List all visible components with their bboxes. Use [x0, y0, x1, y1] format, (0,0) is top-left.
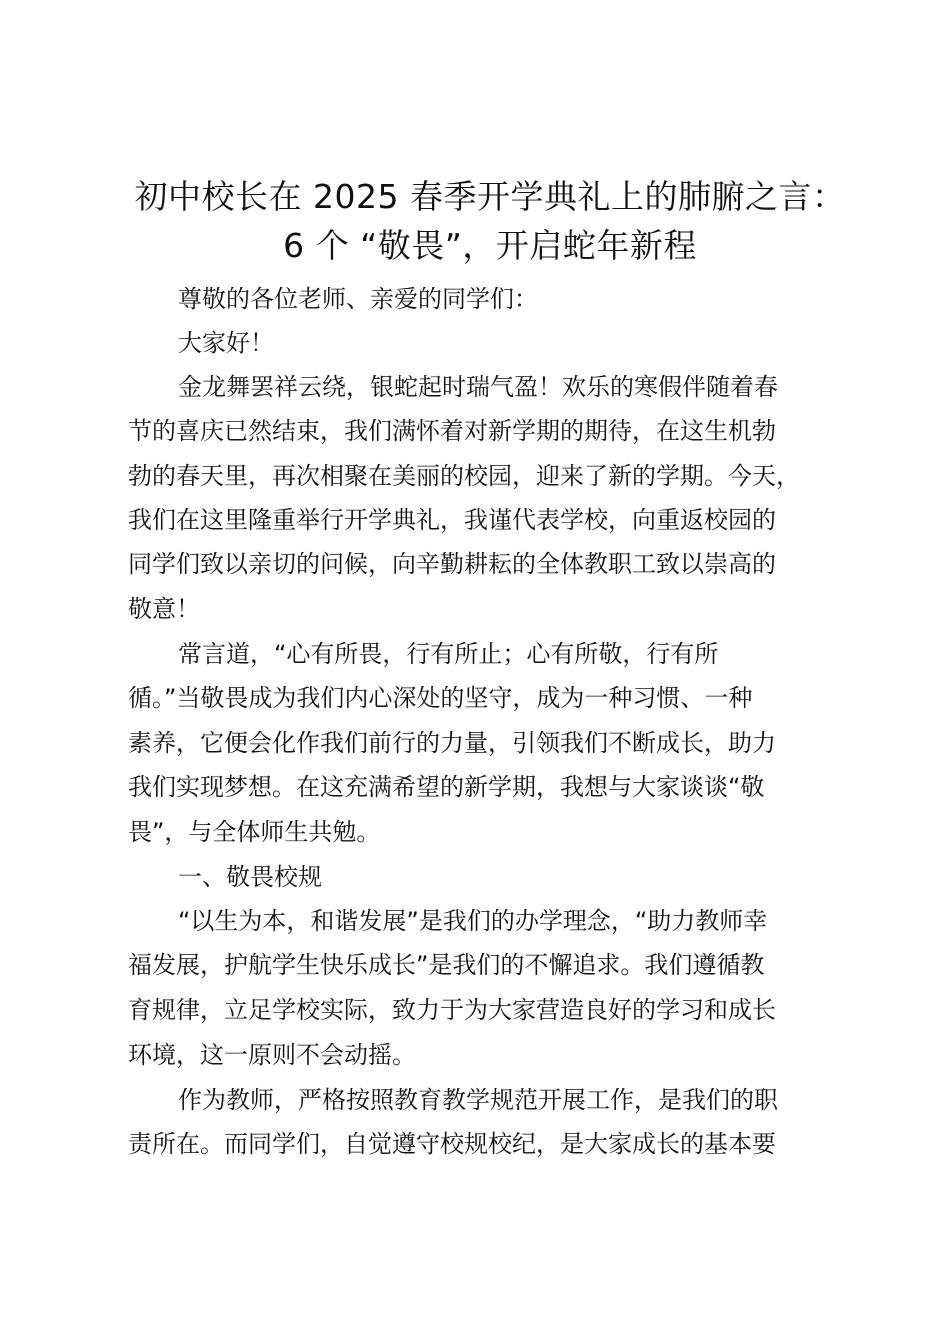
body-line: 金龙舞罢祥云绕，银蛇起时瑞气盈！欢乐的寒假伴随着春 [178, 373, 778, 401]
section-heading: 一、敬畏校规 [178, 863, 322, 891]
body-line: 育规律，立足学校实际，致力于为大家营造良好的学习和成长 [128, 996, 776, 1024]
document-title-line-1: 初中校长在 2025 春季开学典礼上的肺腑之言： [134, 177, 846, 216]
body-line: 福发展，护航学生快乐成长”是我们的不懈追求。我们遵循教 [128, 951, 765, 979]
body-line: 循。”当敬畏成为我们内心深处的坚守，成为一种习惯、一种 [128, 684, 753, 712]
body-line: 环境，这一原则不会动摇。 [128, 1041, 416, 1069]
salutation: 尊敬的各位老师、亲爱的同学们： [178, 285, 538, 313]
body-line: 素养，它便会化作我们前行的力量，引领我们不断成长，助力 [128, 729, 776, 757]
body-line: 作为教师，严格按照教育教学规范开展工作，是我们的职 [178, 1086, 778, 1114]
document-title-line-2: 6 个 “敬畏”，开启蛇年新程 [283, 226, 697, 265]
body-line: 畏”，与全体师生共勉。 [128, 818, 381, 846]
body-line: 敬意！ [128, 595, 200, 623]
body-line: 勃的春天里，再次相聚在美丽的校园，迎来了新的学期。今天， [128, 462, 800, 490]
body-line: “以生为本，和谐发展”是我们的办学理念，“助力教师幸 [178, 907, 768, 935]
greeting: 大家好！ [178, 329, 274, 357]
body-line: 常言道，“心有所畏，行有所止；心有所敬，行有所 [178, 640, 719, 668]
body-line: 同学们致以亲切的问候，向辛勤耕耘的全体教职工致以崇高的 [128, 550, 776, 578]
body-line: 我们在这里隆重举行开学典礼，我谨代表学校，向重返校园的 [128, 506, 776, 534]
body-line: 我们实现梦想。在这充满希望的新学期，我想与大家谈谈“敬 [128, 773, 765, 801]
body-line: 责所在。而同学们，自觉遵守校规校纪，是大家成长的基本要 [128, 1130, 776, 1158]
body-line: 节的喜庆已然结束，我们满怀着对新学期的期待，在这生机勃 [128, 417, 776, 445]
